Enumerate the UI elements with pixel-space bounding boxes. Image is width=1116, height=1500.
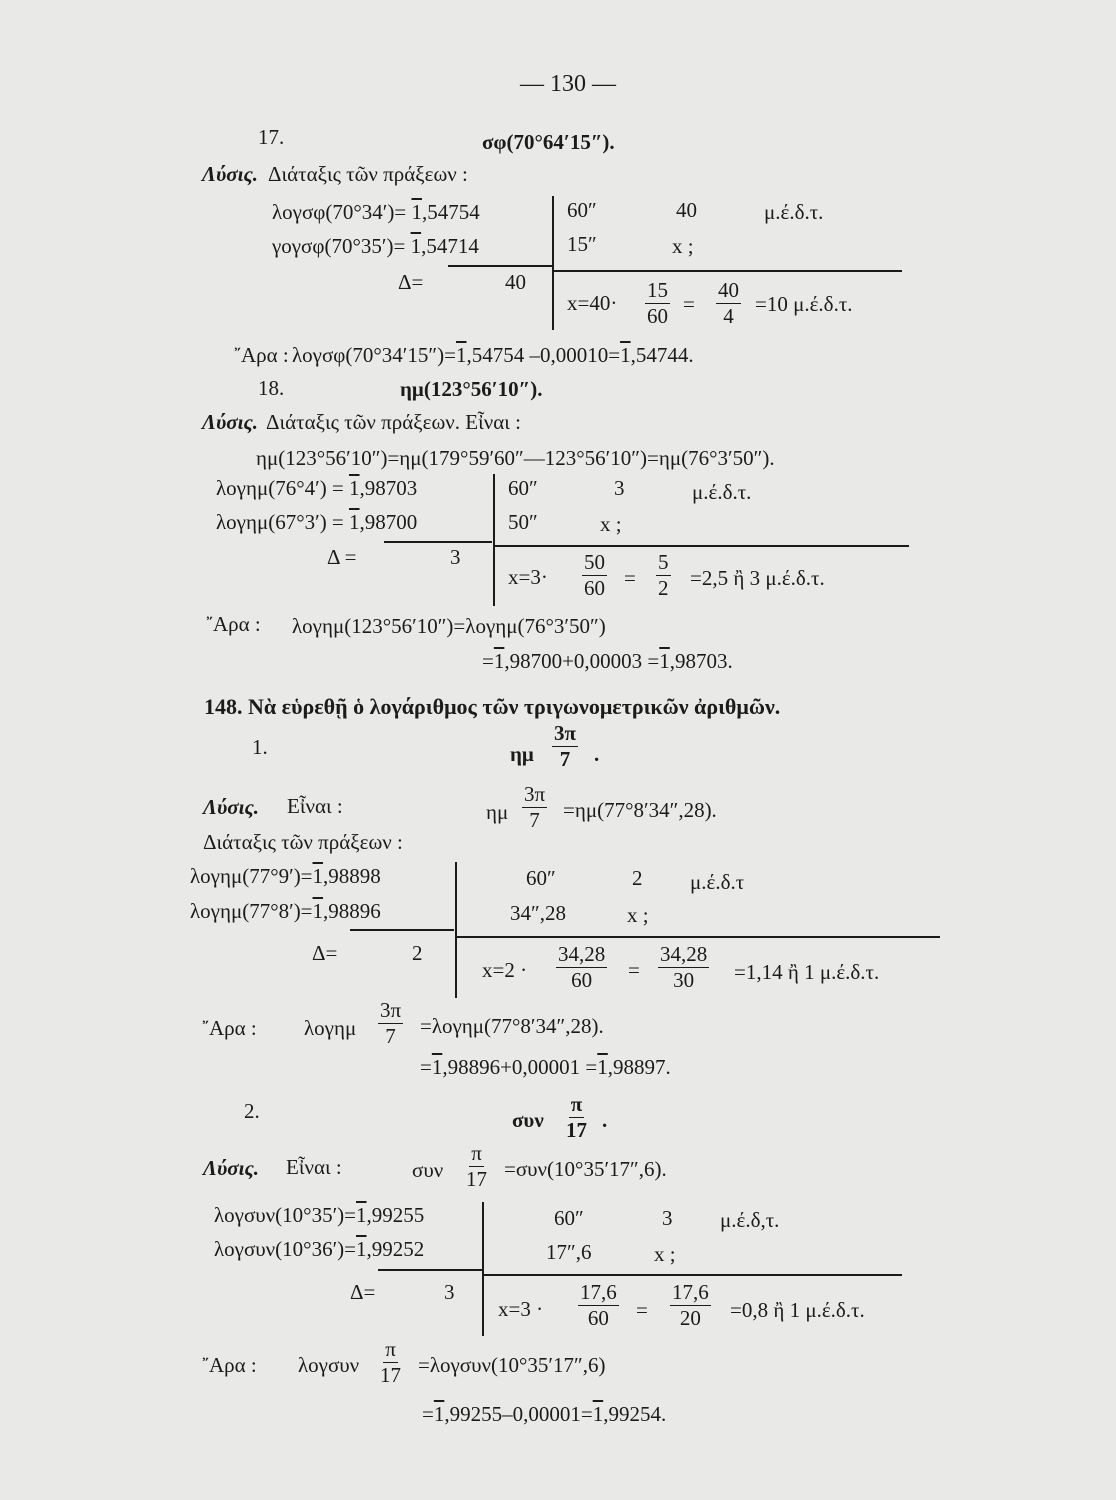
delta-label: Δ= <box>350 1280 376 1304</box>
fraction-1: $\frac{15}{60}$ <box>647 278 668 328</box>
identity-rhs: =ημ(77°8′34″,28). <box>563 798 717 822</box>
proportion-rule <box>552 270 902 272</box>
einai-label: Εἶναι : <box>286 1155 342 1179</box>
title-period: . <box>594 742 600 766</box>
exercise-number: 2. <box>244 1099 260 1123</box>
proportion-a: 60″ <box>554 1206 584 1230</box>
title-fraction: $\frac{3\pi}{7}$ <box>554 721 577 771</box>
vertical-rule <box>455 862 457 998</box>
result-line-2: =1,98896+0,00001 =1,98897. <box>420 1055 671 1079</box>
fraction-2: $\frac{5}{2}$ <box>658 550 669 600</box>
setup-text: Διάταξις τῶν πράξεων : <box>268 162 468 186</box>
exercise-number: 18. <box>258 376 285 400</box>
proportion-rule <box>455 936 940 938</box>
proportion-unit: μ.έ.δ,τ. <box>720 1208 780 1232</box>
proportion-a: 60″ <box>526 866 556 890</box>
result-fraction: $\frac{\pi}{17}$ <box>380 1337 401 1387</box>
fraction-1: $\frac{17,6}{60}$ <box>580 1280 617 1330</box>
proportion-b: 2 <box>632 866 643 890</box>
ara-label: ῎Αρα : <box>234 343 289 367</box>
einai-label: Εἶναι : <box>287 794 343 818</box>
result-fraction: $\frac{3\pi}{7}$ <box>380 998 402 1048</box>
title-fraction: $\frac{\pi}{17}$ <box>566 1092 587 1142</box>
identity-fraction: $\frac{\pi}{17}$ <box>466 1141 487 1191</box>
result-function: λογσυν <box>298 1353 360 1377</box>
result-line-2: =1,99255–0,00001=1,99254. <box>422 1402 667 1426</box>
log-line-1: λογημ(77°9′)=1,98898 <box>190 864 381 888</box>
proportion-c: 17″,6 <box>546 1240 592 1264</box>
identity-fraction: $\frac{3\pi}{7}$ <box>524 782 546 832</box>
identity-line: ημ(123°56′10″)=ημ(179°59′60″—123°56′10″)=ημ(76°3′50″). <box>256 446 775 470</box>
difference-rule <box>378 1269 482 1271</box>
delta-value: 3 <box>450 545 461 569</box>
equals-sign: = <box>624 566 636 590</box>
setup-text: Διάταξις τῶν πράξεων : <box>203 830 403 854</box>
title-period: . <box>602 1108 608 1132</box>
fraction-2: $\frac{17,6}{20}$ <box>672 1280 709 1330</box>
lysis-label: Λύσις. <box>202 410 259 434</box>
delta-value: 3 <box>444 1280 455 1304</box>
proportion-x: x ; <box>654 1242 676 1266</box>
title-function: ημ <box>510 742 534 766</box>
proportion-b: 3 <box>662 1206 673 1230</box>
fraction-2: $\frac{40}{4}$ <box>718 278 739 328</box>
proportion-x: x ; <box>672 234 694 258</box>
log-line-2: γογσφ(70°35′)= 1,54714 <box>272 234 479 258</box>
lysis-label: Λύσις. <box>203 1156 260 1180</box>
x-formula-lhs: x=40· <box>567 291 618 315</box>
proportion-a: 60″ <box>508 476 538 500</box>
identity-function: συν <box>412 1158 444 1182</box>
fraction-1: $\frac{50}{60}$ <box>584 550 605 600</box>
result-line-1: λογημ(123°56′10″)=λογημ(76°3′50″) <box>292 614 606 638</box>
x-formula-lhs: x=3 · <box>498 1297 544 1321</box>
section-heading: 148. Νὰ εὑρεθῇ ὁ λογάριθμος τῶν τριγωνομετρικῶν ἀριθμῶν. <box>204 694 781 719</box>
delta-value: 2 <box>412 941 423 965</box>
result-line: λογσφ(70°34′15″)=1,54754 –0,00010=1,54744. <box>292 343 694 367</box>
x-formula-rhs: =2,5 ἢ 3 μ.έ.δ.τ. <box>690 566 825 590</box>
vertical-rule <box>552 196 554 330</box>
exercise-number: 17. <box>258 125 285 149</box>
result-rhs: =λογημ(77°8′34″,28). <box>420 1014 604 1038</box>
proportion-x: x ; <box>627 903 649 927</box>
identity-function: ημ <box>486 800 509 824</box>
difference-rule <box>448 265 552 267</box>
x-formula-rhs: =1,14 ἢ 1 μ.έ.δ.τ. <box>734 960 880 984</box>
x-formula-rhs: =10 μ.έ.δ.τ. <box>755 292 853 316</box>
delta-label: Δ= <box>398 270 424 294</box>
vertical-rule <box>493 474 495 606</box>
proportion-b: 40 <box>676 198 697 222</box>
lysis-label: Λύσις. <box>202 162 259 186</box>
difference-rule <box>384 541 492 543</box>
delta-label: Δ= <box>312 941 338 965</box>
log-line-2: λογημ(77°8′)=1,98896 <box>190 899 381 923</box>
fraction-1: $\frac{34,28}{60}$ <box>558 942 606 992</box>
proportion-b: 3 <box>614 476 625 500</box>
vertical-rule <box>482 1202 484 1336</box>
log-line-2: λογημ(67°3′) = 1,98700 <box>216 510 418 534</box>
fraction-2: $\frac{34,28}{30}$ <box>660 942 708 992</box>
result-function: λογημ <box>304 1016 357 1040</box>
ara-label: ῎Αρα : <box>202 1016 257 1040</box>
identity-rhs: =συν(10°35′17″,6). <box>504 1157 667 1181</box>
title-function: συν <box>512 1108 544 1132</box>
setup-text: Διάταξις τῶν πράξεων. Εἶναι : <box>266 410 521 434</box>
equals-sign: = <box>636 1298 648 1322</box>
lysis-label: Λύσις. <box>203 795 260 819</box>
proportion-a: 60″ <box>567 198 597 222</box>
proportion-unit: μ.έ.δ.τ. <box>764 200 824 224</box>
log-line-1: λογσφ(70°34′)= 1,54754 <box>272 200 480 224</box>
proportion-rule <box>482 1274 902 1276</box>
proportion-unit: μ.έ.δ.τ. <box>692 480 752 504</box>
log-line-2: λογσυν(10°36′)=1,99252 <box>214 1237 425 1261</box>
delta-label: Δ = <box>327 545 357 569</box>
proportion-c: 50″ <box>508 510 538 534</box>
log-line-1: λογημ(76°4′) = 1,98703 <box>216 476 418 500</box>
delta-value: 40 <box>505 270 526 294</box>
proportion-x: x ; <box>600 512 622 536</box>
exercise-number: 1. <box>252 735 268 759</box>
equals-sign: = <box>628 958 640 982</box>
proportion-c: 34″,28 <box>510 901 566 925</box>
ara-label: ῎Αρα : <box>202 1353 257 1377</box>
result-rhs: =λογσυν(10°35′17″,6) <box>418 1353 606 1377</box>
proportion-c: 15″ <box>567 232 597 256</box>
difference-rule <box>350 929 454 931</box>
x-formula-lhs: x=2 · <box>482 958 528 982</box>
proportion-rule <box>493 545 909 547</box>
result-line-2: =1,98700+0,00003 =1,98703. <box>482 649 733 673</box>
exercise-title: ημ(123°56′10″). <box>400 377 543 401</box>
proportion-unit: μ.έ.δ.τ <box>690 870 745 894</box>
equals-sign: = <box>683 292 695 316</box>
page-number: — 130 — <box>520 71 616 97</box>
exercise-title: σφ(70°64′15″). <box>482 130 615 154</box>
log-line-1: λογσυν(10°35′)=1,99255 <box>214 1203 425 1227</box>
ara-label: ῎Αρα : <box>206 612 261 636</box>
x-formula-lhs: x=3· <box>508 565 548 589</box>
x-formula-rhs: =0,8 ἢ 1 μ.έ.δ.τ. <box>730 1298 865 1322</box>
